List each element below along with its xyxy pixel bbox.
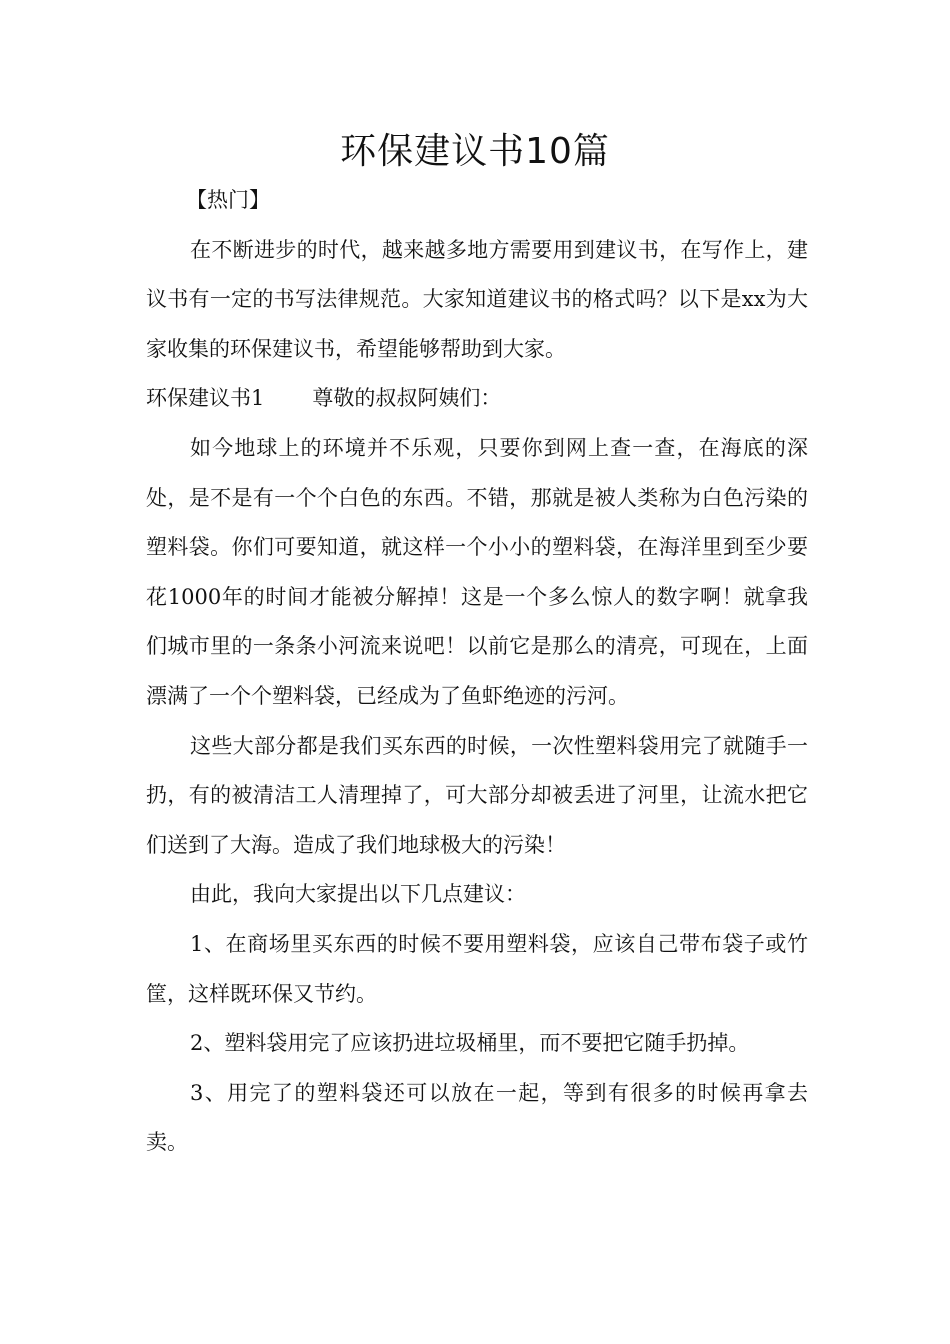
section-heading: [146, 374, 808, 424]
intro-paragraph: 在不断进步的时代，越来越多地方需要用到建议书，在写作上，建议书有一定的书写法律规范。大家知道建议书的格式吗？以下是xx为大家收集的环保建议书，希望能够帮助到大家。: [146, 237, 808, 361]
body-paragraph: 由此，我向大家提出以下几点建议：: [190, 882, 526, 907]
document-title: 环保建议书10篇: [340, 131, 610, 172]
document-body: [146, 176, 808, 1168]
body-paragraph: 这些大部分都是我们买东西的时候，一次性塑料袋用完了就随手一扔，有的被清洁工人清理掉了，可大部分却被丢进了河里，让流水把它们送到了大海。造成了我们地球极大的污染！: [146, 733, 808, 857]
section-label: 环保建议书1: [146, 386, 265, 411]
body-paragraph: 如今地球上的环境并不乐观，只要你到网上查一查，在海底的深处，是不是有一个个白色的东西。不错，那就是被人类称为白色污染的塑料袋。你们可要知道，就这样一个小小的塑料袋，在海洋里到至少要花1000年的时间才能被分解掉！这是一个多么惊人的数字啊！就拿我们城市里的一条条小河流来说吧！以前它是那么的清亮，可现在，上面漂满了一个个塑料袋，已经成为了鱼虾绝迹的污河。: [146, 435, 808, 708]
hot-tag: 【热门】: [186, 188, 270, 212]
suggestion-item: 1、在商场里买东西的时候不要用塑料袋，应该自己带布袋子或竹筐，这样既环保又节约。: [146, 931, 808, 1006]
suggestion-item: 3、用完了的塑料袋还可以放在一起，等到有很多的时候再拿去卖。: [146, 1080, 808, 1155]
suggestion-item: 2、塑料袋用完了应该扔进垃圾桶里，而不要把它随手扔掉。: [190, 1031, 750, 1056]
salutation: 尊敬的叔叔阿姨们：: [312, 386, 502, 411]
